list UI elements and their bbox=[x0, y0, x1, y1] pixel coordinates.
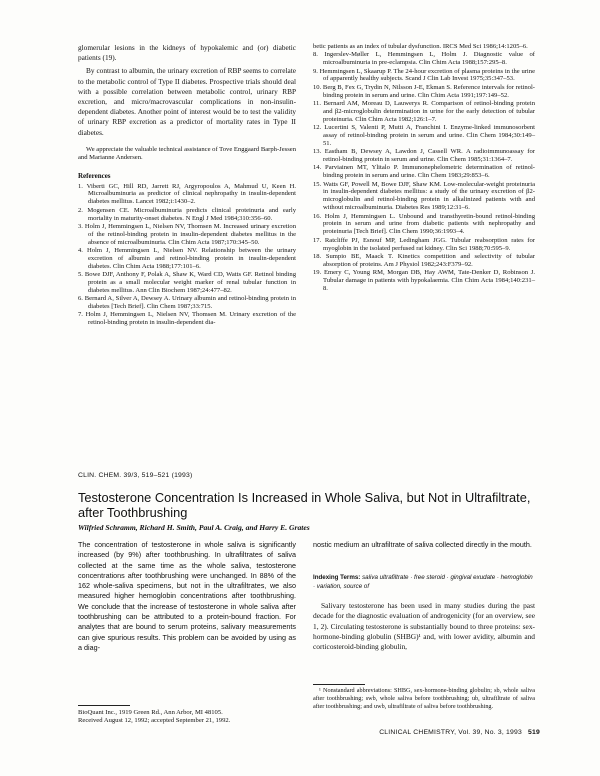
affiliation-divider bbox=[78, 705, 130, 706]
reference-item: 19. Emery C, Young RM, Morgan DB, Hay AWM, Tate-Denker D, Robinson J. Tubular damage in patients with hypokalaemia. Clin Chim Acta 1984;140:231–8. bbox=[313, 269, 535, 292]
reference-continuation: betic patients as an index of tubular dysfunction. IRCS Med Sci 1986;14:1205–6. bbox=[313, 43, 528, 50]
article-citation-header: CLIN. CHEM. 39/3, 519–521 (1993) bbox=[78, 472, 193, 479]
page-number: 519 bbox=[528, 729, 540, 736]
reference-item: 5. Bowe DJF, Anthony F, Polak A, Shaw K, Ward CD, Watts GF. Retinol binding protein as a small molecular weight marker of renal tubular function in diabetes mellitus. Ann Clin Biochem 1987;24:477–82. bbox=[78, 271, 296, 294]
body-paragraph: glomerular lesions in the kidneys of hypokalemic and (or) diabetic patients (19). bbox=[78, 43, 296, 63]
reference-item: 2. Mogensen CE. Microalbuminuria predicts clinical proteinuria and early mortality in maturity-onset diabetes. N Engl J Med 1984;310:356–60. bbox=[78, 206, 296, 222]
reference-item: 6. Bernard A, Silver A, Dewsey A. Urinary albumin and retinol-binding protein in diabetes [Tech Brief]. Clin Chem 1987;33:715. bbox=[78, 295, 296, 311]
abstract-continuation: nostic medium an ultrafiltrate of saliva collected directly in the mouth. bbox=[313, 540, 532, 549]
acknowledgment: We appreciate the valuable technical assistance of Tove Enggaard Barph-Jessen and Marianne Andersen. bbox=[78, 145, 296, 162]
reference-item: 9. Hemmingsen L, Skaarup P. The 24-hour excretion of plasma proteins in the urine of apparently healthy subjects. Scand J Clin Lab Invest 1975;35:347–53. bbox=[313, 67, 535, 83]
references-heading: References bbox=[78, 171, 111, 180]
body-paragraph: By contrast to albumin, the urinary excretion of RBP seems to correlate to the metabolic control of Type II diabetes. Prospective trials should deal with a possible correlation between metabolic control, urinary RBP excretion, and micro/macrovascular complications in non-insulin-dependent diabetes. Another point of interest would be to test the validity of urinary RBP excretion as a predictor of mortality rates in Type II diabetes. bbox=[78, 66, 296, 137]
introduction-paragraph: Salivary testosterone has been used in many studies during the past decade for the diagnostic evaluation of androgenicity (for an overview, see 1, 2). Circulating testosterone is substantially bound to three proteins: sex-hormone-binding globulin (SHBG)¹ and, with lower avidity, albumin and corticosteroid-binding globulin, bbox=[313, 601, 535, 652]
reference-item: 16. Holm J, Hemmingsen L. Unbound and transthyretin-bound retinol-binding protein in serum and urine from diabetic patients with nephropathy and proteinuria [Tech Brief]. Clin Chem 1990;36:1993–4. bbox=[313, 212, 535, 236]
article-authors: Wilfried Schramm, Richard H. Smith, Paul A. Craig, and Harry E. Grates bbox=[78, 523, 310, 532]
right-column bbox=[313, 43, 535, 293]
reference-item: 12. Lucertini S, Valenti P, Mutti A, Franchini I. Enzyme-linked immunosorbent assay of retinol-binding protein in serum and urine. Clin Chem 1984;30:149–51. bbox=[313, 124, 535, 147]
reference-item: 18. Sumpio BE, Maack T. Kinetics competition and selectivity of tubular absorption of proteins. Am J Physiol 1982;243:F379–92. bbox=[313, 252, 535, 268]
reference-item: 14. Parviainen MT, Ylitalo P. Immunonephelometric determination of retinol-binding protein in serum and urine. Clin Chem 1983;29:853–6. bbox=[313, 164, 535, 180]
journal-citation: CLINICAL CHEMISTRY, Vol. 39, No. 3, 1993 bbox=[379, 729, 522, 736]
reference-item: 15. Watts GF, Powell M, Bowe DJF, Shaw KM. Low-molecular-weight proteinuria in insulin-dependent diabetes mellitus: a study of the urinary excretion of β2-microglobulin and retinol-binding protein in alkalinized patients with and without microalbuminuria. Diabetes Res 1989;12:31–6. bbox=[313, 180, 535, 212]
abstract: The concentration of testosterone in whole saliva is significantly increased (by 9%) after toothbrushing. In ultrafiltrates of saliva collected at the same time as the whole saliva, testosterone concentrations after toothbrushing were unchanged. In 88% of the 162 whole-saliva specimens, but not in the ultrafiltrates, we also measured higher hemoglobin concentrations after toothbrushing. We conclude that the increase of testosterone in whole saliva after toothbrushing can be attributed to a protein-bound fraction. For analytes that are bound to serum proteins, salivary measurements can give spurious results. This problem can be avoided by using as a diag- bbox=[78, 540, 296, 652]
article-title: Testosterone Concentration Is Increased in Whole Saliva, but Not in Ultrafiltrate, after Toothbrushing bbox=[78, 490, 531, 520]
footnote-divider bbox=[313, 684, 365, 685]
reference-item: 11. Bernard AM, Moreau D, Lauwerys R. Comparison of retinol-binding protein and β2-microglobulin determination in urine for the early detection of tubular proteinuria. Clin Chim Acta 1982;126:1–7. bbox=[313, 99, 535, 123]
reference-item: 3. Holm J, Hemmingsen L, Nielsen NV, Thomsen M. Increased urinary excretion of the retinol-binding protein in insulin-dependent diabetes mellitus in the absence of microalbuminuria. Clin Chim Acta 1987;170:345–50. bbox=[78, 222, 296, 246]
index-terms bbox=[313, 573, 535, 591]
received-dates: Received August 12, 1992; accepted September 21, 1992. bbox=[78, 717, 231, 725]
reference-item: 13. Eastham B, Dewsey A, Lawdon J, Cassell WR. A radioimmunoassay for retinol-binding protein in serum and urine. Clin Chem 1985;31:1364–7. bbox=[313, 148, 535, 164]
reference-item: 8. Ingerslev-Møller L, Hemmingsen L, Holm J. Diagnostic value of microalbuminuria in pre-eclampsia. Clin Chim Acta 1988;157:295–8. bbox=[313, 51, 535, 67]
running-footer bbox=[345, 729, 540, 736]
reference-item: 7. Holm J, Hemmingsen L, Nielsen NV, Thomsen M. Urinary excretion of the retinol-binding protein in insulin-dependent dia- bbox=[78, 311, 296, 327]
index-terms-label: Indexing Terms: bbox=[313, 574, 361, 581]
affiliation-address: BioQuant Inc., 1919 Green Rd., Ann Arbor, MI 48105. bbox=[78, 709, 223, 716]
reference-item: 4. Holm J, Hemmingsen L, Nielsen NV. Relationship between the urinary excretion of albumin and retinol-binding protein in insulin-dependent diabetes. Clin Chim Acta 1988;177:101–6. bbox=[78, 246, 296, 270]
affiliation bbox=[78, 709, 296, 725]
left-column bbox=[78, 43, 296, 328]
reference-item: 17. Ratcliffe PJ, Esnouf MP, Ledingham JGG. Tubular reabsorption rates for myoglobin in the isolated perfused rat kidney. Clin Sci 1988;70:595–9. bbox=[313, 236, 535, 252]
footnote: ¹ Nonstandard abbreviations: SHBG, sex-hormone-binding globulin; sb, whole saliva after toothbrushing; swb, whole saliva before toothbrushing; ub, ultrafiltrate of saliva after toothbrushing; and uwb, ultrafiltrate of saliva before toothbrushing. bbox=[313, 687, 535, 710]
reference-item: 10. Berg B, Fex G, Trydin N, Nilsson J-E, Ekman S. Reference intervals for retinol-binding protein in serum and urine. Clin Chim Acta 1991;197:149–52. bbox=[313, 83, 535, 99]
reference-item: 1. Viberti GC, Hill RD, Jarrett RJ, Argyropoulos A, Mahmud U, Keen H. Microalbuminuria as predictor of clinical nephropathy in insulin-dependent diabetes mellitus. Lancet 1982;i:1430–2. bbox=[78, 182, 296, 206]
index-terms-list: saliva ultrafiltrate · free steroid · gingival exudate · hemoglobin · variation, source of bbox=[313, 574, 533, 591]
